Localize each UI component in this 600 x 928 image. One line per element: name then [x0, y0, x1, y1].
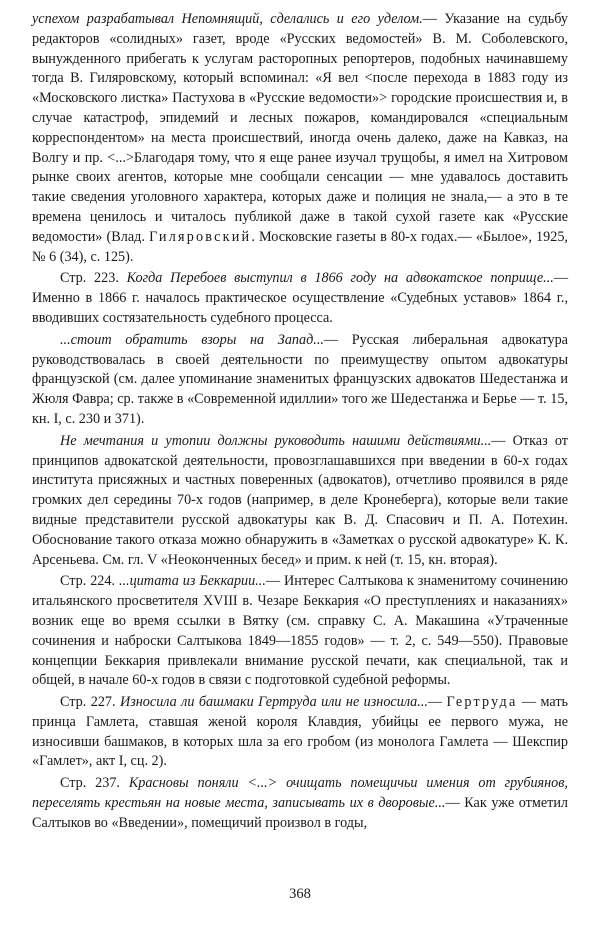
spaced-name: Гертруда: [446, 694, 518, 711]
commentary-paragraph: [32, 269, 568, 328]
comment-text: — Как уже отметил Салтыков во «Введении», помещичий произвол в годы,: [32, 795, 568, 831]
quoted-lemma: Не мечтания и утопии должны руководить нашими действиями...: [60, 432, 492, 449]
comment-text: — Интерес Салтыкова к знаменитому сочинению итальянского просветителя XVIII в. Чезаре Беккария «О преступлениях и наказаниях» возник еще во время ссылки в Вятку (см. справку С. А. Макашина «Утраченные сочинения и наброски Салтыкова 1849—1855 годов» — т. 2, с. 549—550). Правовые концепции Беккария привлекали внимание русской печати, как специальной, так и общей, в начале 60-х годов в связи с подготовкой судебной реформы.: [32, 573, 568, 689]
commentary-paragraph: [32, 693, 568, 772]
commentary-paragraph: [32, 10, 568, 267]
page-number: 368: [289, 886, 311, 902]
comment-text: — мать принца Гамлета, ставшая женой короля Клавдия, убийцы ее первого мужа, не износивши башмаков, в которых шла за его гробом (из монолога Гамлета — Шекспир «Гамлет», акт I, сц. 2).: [32, 694, 569, 770]
quoted-lemma: ...стоит обратить взоры на Запад...: [60, 331, 324, 348]
comment-text: —: [427, 694, 447, 711]
commentary-paragraph: [32, 331, 568, 430]
comment-text: — Русская либеральная адвокатура руководствовалась в своей деятельности по преимуществу опытом адвокатуры французской (см. далее упоминание знаменитых французских адвокатов Шедестанжа и Жюля Фавра; ср. также в «Современной идиллии» того же Шедестанжа и Берье — т. 15, кн. I, с. 230 и 371).: [32, 331, 568, 427]
commentary-paragraph: [32, 572, 568, 691]
spaced-name: Гиляровский: [149, 228, 252, 245]
comment-text: Стр. 237.: [60, 775, 129, 792]
comment-text: Стр. 224.: [60, 573, 119, 590]
commentary-paragraph: [32, 774, 568, 833]
comment-text: — Указание на судьбу редакторов «солидных» газет, вроде «Русских ведомостей» В. М. Соболевского, вынужденного прибегать к услугам расторопных репортеров, подобных начинавшему тогда В. Гиляровскому, который вспоминал: «Я вел <после перехода в 1883 году из «Московского листка» Пастухова в «Русские ведомости»> городские происшествия и, в случае катастроф, эпидемий и лесных пожаров, командировался «специальным корреспондентом» на места происшествий, иногда очень далеко, даже на Кавказ, на Волгу и пр. <...>Благодаря тому, что я еще ранее изучал трущобы, я имел на Хитровом рынке своих агентов, которые мне сообщали сенсации — мне удавалось доставить такие сведения уголовного характера, которых даже и полиция не знала,— а это в те времена ценилось и читалось публикой даже в такой сухой газете как «Русские ведомости» (Влад.: [32, 11, 568, 245]
quoted-lemma: Когда Перебоев выступил в 1866 году на адвокатское поприще...: [126, 270, 554, 287]
comment-text: Стр. 223.: [60, 270, 127, 287]
comment-text: — Отказ от принципов адвокатской деятельности, провозглашавшихся при введении в 60-х годах института присяжных и частных поверенных (адвокатов), отчетливо проявился в ряде громких дел середины 70-х годов (например, в деле Кронеберга), которые вели такие видные представители русской адвокатуры как В. Д. Спасович и П. А. Потехин. Обоснование такого отказа можно обнаружить в «Заметках о русской адвокатуре» К. К. Арсеньева. См. гл. V «Неоконченных бесед» и прим. к ней (т. 15, кн. вторая).: [32, 432, 569, 568]
comment-text: . Московские газеты в 80-х годах.— «Былое», 1925, № 6 (34), с. 125).: [32, 228, 568, 265]
quoted-lemma: Износила ли башмаки Гертруда или не износила...: [119, 694, 428, 711]
comment-text: Стр. 227.: [60, 694, 120, 711]
comment-text: — Именно в 1866 г. началось практическое осуществление «Судебных уставов» 1864 г., вводивших состязательность судебного процесса.: [32, 270, 568, 326]
quoted-lemma: Красновы поняли <...> очищать помещичьи имения от грубиянов, переселять крестьян на новые места, записывать их в дворовые...: [32, 775, 568, 812]
quoted-lemma: ...цитата из Беккарии...: [118, 573, 266, 590]
commentary-paragraph: [32, 432, 568, 571]
commentary-text: [32, 10, 568, 836]
quoted-lemma: успехом разрабатывал Непомнящий, сделались и его уделом.: [32, 11, 423, 27]
